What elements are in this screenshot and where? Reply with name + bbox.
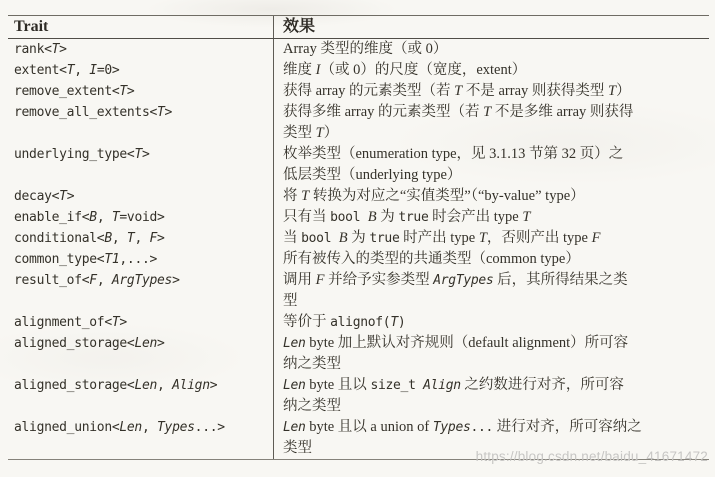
code-text: remove_extent<	[14, 84, 120, 99]
code-text: T	[111, 210, 120, 225]
table-row	[8, 312, 709, 333]
body-text: 获得 array 的元素类型（若	[283, 83, 455, 99]
code-text: alignof(	[330, 315, 391, 330]
body-text: ）	[323, 125, 339, 141]
body-text: 只有当	[283, 209, 331, 225]
code-text: T	[126, 231, 135, 246]
code-text: ,	[141, 420, 158, 435]
code-text: Len	[119, 420, 142, 435]
code-text: T	[111, 315, 120, 330]
code-text: T	[390, 315, 398, 330]
body-text: 将	[283, 188, 302, 204]
code-text: underlying_type<	[14, 147, 135, 162]
table-row	[8, 102, 709, 144]
code-text: common_type<	[14, 252, 105, 267]
code-text: F	[149, 231, 158, 246]
body-text: 等价于	[283, 314, 331, 330]
code-text: conditional<	[14, 231, 105, 246]
code-text: T	[119, 84, 127, 99]
trait-cell	[8, 375, 273, 417]
effect-column-header: 效果	[273, 16, 709, 38]
code-text: aligned_union<	[14, 420, 120, 435]
code-text: ArgTypes	[433, 273, 494, 288]
effect-cell	[273, 207, 709, 228]
code-text: bool	[301, 231, 339, 246]
effect-cell	[273, 144, 709, 186]
code-text: ,	[96, 273, 112, 288]
body-text: F	[591, 230, 601, 246]
trait-cell	[8, 81, 273, 102]
code-text: I	[89, 63, 97, 78]
code-text: ,	[157, 378, 173, 393]
code-text: >	[126, 84, 135, 99]
code-text: ...>	[194, 420, 225, 435]
body-text: 为	[347, 230, 370, 246]
body-text: T	[608, 83, 617, 99]
body-text: byte 加上默认对齐规则（default alignment）所可容	[305, 335, 629, 351]
body-text: 不是 array 则获得类型	[462, 83, 609, 99]
code-text: T	[157, 105, 165, 120]
code-text: >	[119, 315, 127, 330]
trait-cell	[8, 417, 273, 459]
table-header-row	[8, 16, 709, 39]
body-text: 转换为对应之“实值类型”（“by-value” type）	[309, 188, 585, 204]
body-text: 后，其所得结果之类	[493, 272, 628, 288]
body-text: 纳之类型	[283, 356, 341, 372]
body-text: B	[338, 230, 348, 246]
body-text: 所有被传入的类型的共通类型（common type）	[283, 251, 580, 267]
code-text: >	[209, 378, 218, 393]
code-text: T	[134, 147, 142, 162]
body-text: byte 且以 a union of	[305, 419, 433, 435]
effect-cell	[273, 270, 709, 312]
table-row	[8, 228, 709, 249]
code-text: >	[141, 147, 150, 162]
code-text: size_t	[370, 378, 424, 393]
table-row	[8, 81, 709, 102]
body-text: 获得多维 array 的元素类型（若	[283, 104, 484, 120]
code-text: ArgTypes	[111, 273, 173, 288]
trait-cell	[8, 144, 273, 186]
table-body	[8, 39, 709, 459]
body-text: （或 0）的尺度（宽度，extent）	[320, 62, 527, 78]
code-text: Types	[432, 420, 471, 435]
code-text: result_of<	[14, 273, 90, 288]
table-row	[8, 333, 709, 375]
body-text: 类型	[283, 440, 312, 456]
body-text: F	[315, 272, 325, 288]
trait-cell	[8, 270, 273, 312]
body-text: T	[301, 188, 310, 204]
body-text: T	[478, 230, 487, 246]
effect-cell	[273, 39, 709, 60]
body-text: 当	[283, 230, 302, 246]
body-text: 型	[283, 293, 298, 309]
code-text: aligned_storage<	[14, 378, 135, 393]
body-text: 并给予实参类型	[324, 272, 434, 288]
body-text: 时产出 type	[399, 230, 479, 246]
watermark-url: https://blog.csdn.net/baidu_41671472	[475, 449, 708, 464]
code-text: >	[157, 336, 165, 351]
code-text: Len	[283, 336, 306, 351]
trait-cell	[8, 102, 273, 144]
code-text: >	[172, 273, 180, 288]
body-text: 之约数进行对齐，所可容	[460, 377, 624, 393]
code-text: Align	[172, 378, 210, 393]
table-row	[8, 375, 709, 417]
effect-cell	[273, 81, 709, 102]
code-text: >	[66, 189, 75, 204]
code-text: extent<	[14, 63, 67, 78]
body-text: T	[454, 83, 463, 99]
body-text: 纳之类型	[283, 398, 341, 414]
code-text: ...	[470, 420, 494, 435]
body-text: 低层类型（underlying type）	[283, 167, 462, 183]
trait-column-header: Trait	[14, 18, 49, 35]
table-row	[8, 249, 709, 270]
code-text: ,	[96, 210, 112, 225]
body-text: byte 且以	[305, 377, 371, 393]
code-text: Len	[283, 420, 306, 435]
body-text: T	[315, 125, 324, 141]
trait-cell	[8, 228, 273, 249]
trait-cell	[8, 39, 273, 60]
code-text: B	[89, 210, 97, 225]
code-text: remove_all_extents<	[14, 105, 158, 120]
code-text: B	[104, 231, 112, 246]
effect-cell	[273, 312, 709, 333]
body-text: B	[367, 209, 377, 225]
code-text: ,	[134, 231, 150, 246]
body-text: 进行对齐，所可容纳之	[493, 419, 642, 435]
trait-cell	[8, 207, 273, 228]
effect-cell	[273, 186, 709, 207]
code-text: >	[157, 231, 165, 246]
trait-cell	[8, 312, 273, 333]
code-text: =0>	[96, 63, 120, 78]
code-text: rank<	[14, 42, 52, 57]
body-text: 不是多维 array 则获得	[491, 104, 634, 120]
code-text: bool	[330, 210, 368, 225]
code-text: Len	[134, 378, 158, 393]
code-text: F	[89, 273, 97, 288]
code-text: T1	[104, 252, 120, 267]
body-text: T	[522, 209, 531, 225]
code-text: Len	[134, 336, 158, 351]
type-traits-table	[8, 15, 709, 460]
table-row	[8, 39, 709, 60]
body-text: 为	[376, 209, 399, 225]
code-text: >	[59, 42, 67, 57]
code-text: ,...>	[119, 252, 158, 267]
code-text: Types	[157, 420, 195, 435]
code-text: ,	[111, 231, 127, 246]
table-row	[8, 186, 709, 207]
body-text: 枚举类型（enumeration type，见 3.1.13 节第 32 页）之	[283, 146, 624, 162]
code-text: alignment_of<	[14, 315, 112, 330]
effect-cell	[273, 333, 709, 375]
code-text: T	[66, 63, 75, 78]
code-text: aligned_storage<	[14, 336, 135, 351]
effect-cell	[273, 102, 709, 144]
effect-cell	[273, 60, 709, 81]
body-text: ，否则产出 type	[486, 230, 592, 246]
effect-cell	[273, 249, 709, 270]
effect-cell	[273, 375, 709, 417]
body-text: 调用	[283, 272, 316, 288]
body-text: I	[315, 62, 321, 78]
effect-cell	[273, 228, 709, 249]
body-text: ）	[616, 83, 631, 99]
code-text: T	[59, 189, 67, 204]
code-text: true	[398, 210, 429, 225]
trait-cell	[8, 60, 273, 81]
body-text: 维度	[283, 62, 316, 78]
table-row	[8, 144, 709, 186]
code-text: >	[164, 105, 173, 120]
table-row	[8, 270, 709, 312]
code-text: Len	[283, 378, 306, 393]
code-text: decay<	[14, 189, 60, 204]
code-text: Align	[423, 378, 461, 393]
code-text: T	[51, 42, 60, 57]
body-text: 时会产出 type	[428, 209, 523, 225]
code-text: enable_if<	[14, 210, 90, 225]
trait-cell	[8, 333, 273, 375]
code-text: true	[369, 231, 400, 246]
trait-cell	[8, 249, 273, 270]
code-text: ,	[74, 63, 90, 78]
body-text: T	[483, 104, 492, 120]
body-text: Array 类型的维度（或 0）	[283, 41, 448, 57]
trait-cell	[8, 186, 273, 207]
code-text: =void>	[119, 210, 165, 225]
table-row	[8, 207, 709, 228]
code-text: )	[397, 315, 406, 330]
body-text: 类型	[283, 125, 316, 141]
table-row	[8, 60, 709, 81]
